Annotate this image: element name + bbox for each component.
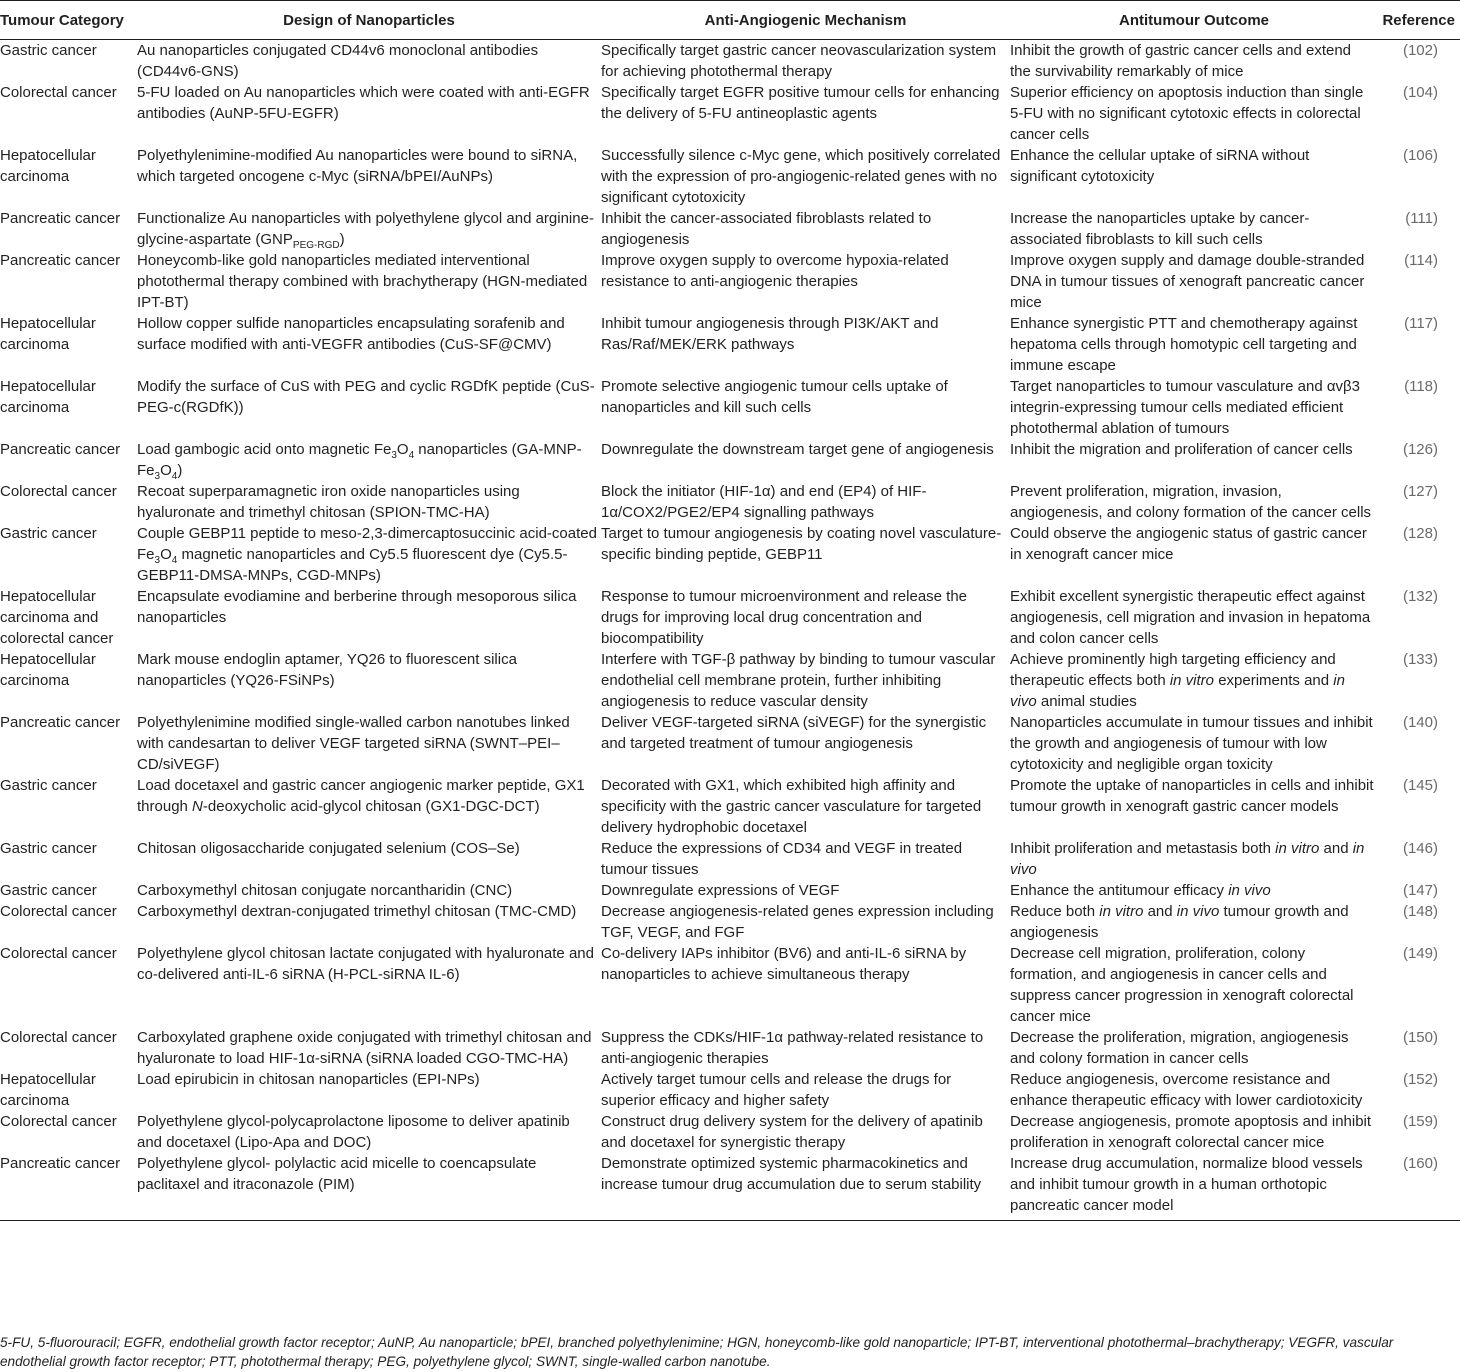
cell-reference-link[interactable]: (106) [1402,147,1438,164]
cell-design: Polyethylenimine-modified Au nanoparticles were bound to siRNA, which targeted oncogene c-Myc (siRNA/bPEI/AuNPs) [137,147,578,185]
design-text: O [160,546,172,563]
cell-mechanism: Decorated with GX1, which exhibited high affinity and specificity with the gastric cancer vasculature for targeted delivery hydrophobic docetaxel [601,777,982,836]
table-row [0,439,1460,481]
cell-design: Polyethylene glycol- polylactic acid micelle to coencapsulate paclitaxel and itraconazole (PIM) [137,1153,601,1221]
cell-outcome: Could observe the angiogenic status of gastric cancer in xenograft cancer mice [1010,525,1367,563]
outcome-italic: in vitro [1169,672,1215,689]
cell-outcome: Inhibit the migration and proliferation of cancer cells [1010,441,1353,458]
outcome-text: experiments and [1214,672,1334,689]
design-subscript: 4 [171,471,178,482]
cell-reference-link[interactable]: (147) [1402,882,1438,899]
design-text: -deoxycholic acid-glycol chitosan (GX1-DGC-DCT) [202,798,540,815]
cell-category: Hepatocellular carcinoma [0,1071,96,1109]
cell-reference-link[interactable]: (117) [1404,315,1438,332]
cell-mechanism: Reduce the expressions of CD34 and VEGF in treated tumour tissues [601,840,963,878]
table-row [0,40,1460,83]
design-subscript: 4 [171,555,178,566]
cell-design: Load epirubicin in chitosan nanoparticles (EPI-NPs) [137,1071,480,1088]
table-row [0,586,1460,649]
cell-design: Carboxylated graphene oxide conjugated with trimethyl chitosan and hyaluronate to load HIF-1α-siRNA (siRNA loaded CGO-TMC-HA) [137,1029,592,1067]
cell-design: 5-FU loaded on Au nanoparticles which were coated with anti-EGFR antibodies (AuNP-5FU-EGFR) [137,84,590,122]
cell-category: Gastric cancer [0,777,97,794]
table-row [0,649,1460,712]
cell-design [137,523,601,586]
cell-outcome: Increase the nanoparticles uptake by cancer-associated fibroblasts to kill such cells [1010,210,1310,248]
cell-design: Mark mouse endoglin aptamer, YQ26 to fluorescent silica nanoparticles (YQ26-FSiNPs) [137,651,517,689]
cell-outcome: Improve oxygen supply and damage double-stranded DNA in tumour tissues of xenograft pancreatic cancer mice [1010,252,1365,311]
cell-category: Gastric cancer [0,840,97,857]
cell-design: Encapsulate evodiamine and berberine through mesoporous silica nanoparticles [137,588,577,626]
outcome-text: tumour growth and angiogenesis [1010,903,1349,941]
cell-reference-link[interactable]: (140) [1402,714,1438,731]
cell-outcome: Target nanoparticles to tumour vasculature and αvβ3 integrin-expressing tumour cells mediated efficient photothermal ablation of tumours [1010,378,1360,437]
cell-reference-link[interactable]: (104) [1402,84,1438,101]
outcome-italic: in vivo [1010,672,1345,710]
table-row [0,838,1460,880]
cell-design: Polyethylene glycol-polycaprolactone liposome to deliver apatinib and docetaxel (Lipo-Apa and DOC) [137,1113,570,1151]
cell-mechanism: Downregulate expressions of VEGF [601,882,840,899]
header-category: Tumour Category [0,1,137,40]
cell-design: Carboxymethyl dextran-conjugated trimethyl chitosan (TMC-CMD) [137,903,577,920]
design-italic: N [192,798,203,815]
cell-outcome: Inhibit the growth of gastric cancer cells and extend the survivability remarkably of mice [1010,42,1352,80]
design-subscript: 3 [391,450,397,461]
header-mechanism: Anti-Angiogenic Mechanism [601,1,1010,40]
cell-design: Au nanoparticles conjugated CD44v6 monoclonal antibodies (CD44v6-GNS) [137,42,539,80]
outcome-text: Inhibit proliferation and metastasis both [1010,840,1276,857]
cell-outcome: Decrease cell migration, proliferation, colony formation, and angiogenesis in cancer cells and suppress cancer progression in xenograft colorectal cancer mice [1010,945,1354,1025]
cell-mechanism: Demonstrate optimized systemic pharmacokinetics and increase tumour drug accumulation due to serum stability [601,1153,1010,1221]
design-text: nanoparticles (GA-MNP- Fe [137,441,582,479]
design-subscript: 3 [154,471,161,482]
outcome-italic: in vitro [1099,903,1144,920]
outcome-text: Enhance the antitumour efficacy [1010,882,1229,899]
cell-category: Colorectal cancer [0,483,117,500]
cell-reference-link[interactable]: (145) [1402,777,1438,794]
cell-reference-link[interactable]: (146) [1402,840,1438,857]
cell-category: Pancreatic cancer [0,210,121,227]
cell-reference-link[interactable]: (148) [1402,903,1438,920]
cell-outcome [1010,901,1378,943]
cell-reference-link[interactable]: (126) [1402,441,1438,458]
cell-design [137,775,601,838]
cell-mechanism: Inhibit the cancer-associated fibroblasts related to angiogenesis [601,210,932,248]
table-row [0,775,1460,838]
cell-design: Honeycomb-like gold nanoparticles mediated interventional photothermal therapy combined with brachytherapy (HGN-mediated IPT-BT) [137,252,588,311]
cell-design: Polyethylenimine modified single-walled carbon nanotubes linked with candesartan to deliver VEGF targeted siRNA (SWNT–PEI–CD/siVEGF) [137,714,570,773]
cell-category: Colorectal cancer [0,84,117,101]
cell-category: Pancreatic cancer [0,252,121,269]
header-design: Design of Nanoparticles [137,1,601,40]
cell-category: Hepatocellular carcinoma and colorectal cancer [0,588,114,647]
cell-category: Hepatocellular carcinoma [0,147,96,185]
cell-mechanism: Interfere with TGF-β pathway by binding to tumour vascular endothelial cell membrane protein, further inhibiting angiogenesis to reduce vascular density [601,651,996,710]
outcome-text: and [1319,840,1353,857]
outcome-text: animal studies [1036,693,1137,710]
table-row [0,313,1460,376]
cell-outcome: Enhance the cellular uptake of siRNA without significant cytotoxicity [1010,147,1310,185]
table-row [0,1027,1460,1069]
cell-design: Chitosan oligosaccharide conjugated selenium (COS–Se) [137,840,520,857]
outcome-italic: in vivo [1010,840,1365,878]
cell-mechanism: Downregulate the downstream target gene of angiogenesis [601,441,994,458]
cell-category: Hepatocellular carcinoma [0,378,96,416]
cell-outcome: Nanoparticles accumulate in tumour tissues and inhibit the growth and angiogenesis of tumour with low cytotoxicity and negligible organ toxicity [1010,714,1373,773]
cell-category: Colorectal cancer [0,1029,117,1046]
cell-design: Modify the surface of CuS with PEG and cyclic RGDfK peptide (CuS-PEG-c(RGDfK)) [137,378,595,416]
cell-outcome [1010,649,1378,712]
cell-outcome: Decrease angiogenesis, promote apoptosis and inhibit proliferation in xenograft colorectal cancer mice [1010,1113,1372,1151]
table-row [0,145,1460,208]
table-body [0,40,1460,1221]
design-subscript: 3 [154,555,161,566]
cell-mechanism: Suppress the CDKs/HIF-1α pathway-related resistance to anti-angiogenic therapies [601,1029,984,1067]
cell-mechanism: Specifically target gastric cancer neovascularization system for achieving photothermal therapy [601,42,997,80]
cell-outcome: Reduce angiogenesis, overcome resistance and enhance therapeutic efficacy with lower cardiotoxicity [1010,1071,1363,1109]
design-text: Load docetaxel and gastric cancer angiogenic marker peptide, GX1 through [137,777,585,815]
cell-outcome: Promote the uptake of nanoparticles in cells and inhibit tumour growth in xenograft gastric cancer models [1010,777,1374,815]
design-text: Couple GEBP11 peptide to meso-2,3-dimercaptosuccinic acid-coated Fe [137,525,597,563]
cell-outcome: Enhance synergistic PTT and chemotherapy against hepatoma cells through homotypic cell targeting and immune escape [1010,315,1358,374]
table-row [0,1069,1460,1111]
cell-design: Recoat superparamagnetic iron oxide nanoparticles using hyaluronate and trimethyl chitosan (SPION-TMC-HA) [137,483,520,521]
outcome-italic: in vivo [1228,882,1271,899]
cell-reference-link[interactable]: (102) [1402,42,1438,59]
cell-category: Colorectal cancer [0,1113,117,1130]
table-row [0,880,1460,901]
cell-reference-link[interactable]: (149) [1402,945,1438,962]
table-row [0,1111,1460,1153]
table-row [0,523,1460,586]
cell-category: Hepatocellular carcinoma [0,315,96,353]
design-text: Load gambogic acid onto magnetic Fe [137,441,392,458]
cell-category: Hepatocellular carcinoma [0,651,96,689]
design-subscript: PEG-RGD [292,240,340,251]
table-row [0,901,1460,943]
cell-reference-link[interactable]: (132) [1402,588,1438,605]
table-row [0,376,1460,439]
cell-design: Polyethylene glycol chitosan lactate conjugated with hyaluronate and co-delivered anti-IL-6 siRNA (H-PCL-siRNA IL-6) [137,945,594,983]
cell-category: Gastric cancer [0,525,97,542]
cell-mechanism: Improve oxygen supply to overcome hypoxia-related resistance to anti-angiogenic therapies [601,252,949,290]
cell-category: Gastric cancer [0,42,97,59]
table-row [0,943,1460,1027]
design-text: ) [177,462,183,479]
design-text: Functionalize Au nanoparticles with polyethylene glycol and arginine-glycine-aspartate (GNP [137,210,594,248]
cell-outcome: Superior efficiency on apoptosis induction than single 5-FU with no significant cytotoxic effects in colorectal cancer cells [1010,84,1364,143]
outcome-text: Achieve prominently high targeting efficiency and therapeutic effects both [1010,651,1336,689]
cell-reference-link[interactable]: (118) [1404,378,1438,395]
cell-design [137,439,601,481]
cell-category: Pancreatic cancer [0,714,121,731]
cell-category: Pancreatic cancer [0,441,121,458]
cell-outcome: Prevent proliferation, migration, invasion, angiogenesis, and colony formation of the cancer cells [1010,483,1372,521]
design-text: magnetic nanoparticles and Cy5.5 fluorescent dye (Cy5.5-GEBP11-DMSA-MNPs, CGD-MNPs) [137,546,568,584]
header-outcome: Antitumour Outcome [1010,1,1378,40]
header-row [0,1,1460,40]
cell-reference-link[interactable]: (159) [1402,1113,1438,1130]
cell-reference-link[interactable]: (111) [1405,210,1438,227]
outcome-text: and [1143,903,1177,920]
cell-mechanism: Target to tumour angiogenesis by coating novel vasculature-specific binding peptide, GEBP11 [601,525,1002,563]
cell-mechanism: Co-delivery IAPs inhibitor (BV6) and anti-IL-6 siRNA by nanoparticles to achieve simultaneous therapy [601,945,967,983]
outcome-italic: in vivo [1176,903,1220,920]
cell-outcome: Exhibit excellent synergistic therapeutic effect against angiogenesis, cell migration and invasion in hepatoma and colon cancer cells [1010,588,1371,647]
table-row [0,82,1460,145]
header-reference: Reference [1378,1,1460,40]
design-text: ) [339,231,345,248]
table-row [0,250,1460,313]
cell-outcome: Increase drug accumulation, normalize blood vessels and inhibit tumour growth in a human orthotopic pancreatic cancer model [1010,1153,1378,1221]
cell-mechanism: Decrease angiogenesis-related genes expression including TGF, VEGF, and FGF [601,903,994,941]
cell-outcome [1010,880,1378,901]
cell-mechanism: Deliver VEGF-targeted siRNA (siVEGF) for the synergistic and targeted treatment of tumour angiogenesis [601,714,987,752]
cell-mechanism: Construct drug delivery system for the delivery of apatinib and docetaxel for synergistic therapy [601,1113,983,1151]
cell-reference-link[interactable]: (127) [1402,483,1438,500]
cell-reference-link[interactable]: (114) [1404,252,1438,269]
cell-mechanism: Specifically target EGFR positive tumour cells for enhancing the delivery of 5-FU antineoplastic agents [601,84,1000,122]
cell-design: Carboxymethyl chitosan conjugate norcantharidin (CNC) [137,882,513,899]
table-footnote: 5-FU, 5-fluorouracil; EGFR, endothelial growth factor receptor; AuNP, Au nanoparticle; bPEI, branched polyethylenimine; HGN, honeycomb-like gold nanoparticle; IPT-BT, interventional photothermal–brachytherapy; VEGFR, vascular endothelial growth factor receptor; PTT, photothermal therapy; PEG, polyethylene glycol; SWNT, single-walled carbon nanotube. [0,1335,1394,1369]
cell-mechanism: Block the initiator (HIF-1α) and end (EP4) of HIF-1α/COX2/PGE2/EP4 signalling pathways [601,483,927,521]
cell-mechanism: Actively target tumour cells and release the drugs for superior efficacy and higher safety [601,1071,952,1109]
cell-reference-link[interactable]: (150) [1402,1029,1438,1046]
table-row [0,712,1460,775]
cell-category: Gastric cancer [0,882,97,899]
cell-mechanism: Response to tumour microenvironment and release the drugs for improving local drug concentration and biocompatibility [601,588,968,647]
design-text: O [160,462,172,479]
design-subscript: 4 [408,450,415,461]
cell-outcome: Decrease the proliferation, migration, angiogenesis and colony formation in cancer cells [1010,1029,1349,1067]
cell-mechanism: Inhibit tumour angiogenesis through PI3K/AKT and Ras/Raf/MEK/ERK pathways [601,315,939,353]
outcome-italic: in vitro [1275,840,1320,857]
outcome-text: Reduce both [1010,903,1100,920]
cell-design [137,208,601,250]
cell-reference-link[interactable]: (128) [1402,525,1438,542]
design-text: O [396,441,409,458]
cell-mechanism: Successfully silence c-Myc gene, which positively correlated with the expression of pro-angiogenic-related genes with no significant cytotoxicity [601,147,1001,206]
table-row [0,208,1460,250]
cell-reference-link[interactable]: (152) [1402,1071,1438,1088]
table-header [0,1,1460,40]
cell-outcome [1010,838,1378,880]
cell-reference-link[interactable]: (160) [1378,1153,1460,1221]
cell-category: Colorectal cancer [0,945,117,962]
table-row [0,1153,1460,1221]
cell-reference-link[interactable]: (133) [1402,651,1438,668]
cell-category: Pancreatic cancer [0,1153,137,1221]
cell-category: Colorectal cancer [0,903,117,920]
cell-design: Hollow copper sulfide nanoparticles encapsulating sorafenib and surface modified with anti-VEGFR antibodies (CuS-SF@CMV) [137,315,565,353]
cell-mechanism: Promote selective angiogenic tumour cells uptake of nanoparticles and kill such cells [601,378,948,416]
table-row [0,481,1460,523]
